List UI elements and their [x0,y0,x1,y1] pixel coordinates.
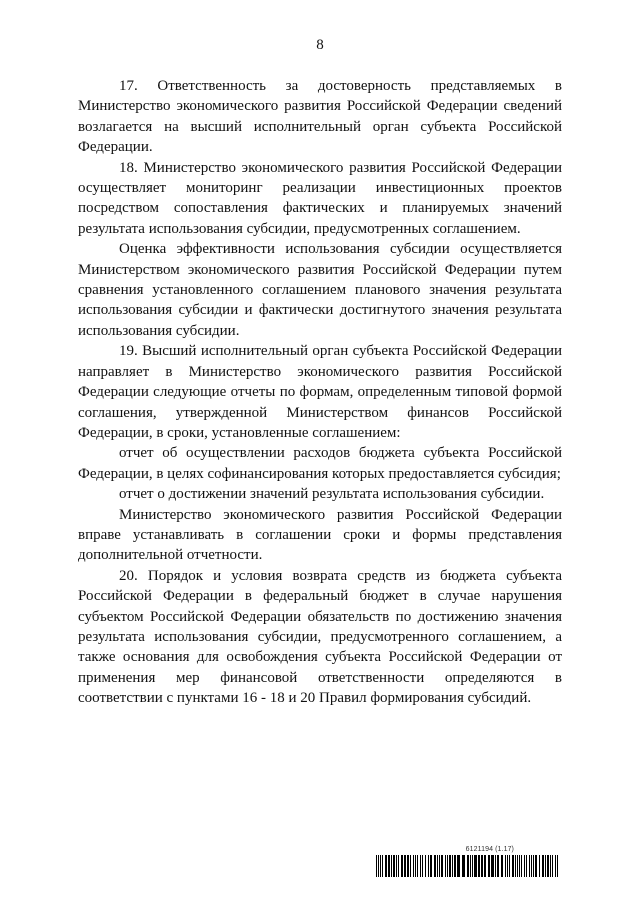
barcode-bar [457,855,460,877]
barcode-bar [425,855,426,877]
barcode-bar [495,855,496,877]
barcode-bar [488,855,490,877]
barcode-bar [497,855,499,877]
barcode-bar [507,855,508,877]
barcode-bar [404,855,406,877]
barcode-bar [474,855,477,877]
barcode-bar [512,855,514,877]
barcode-bar [519,855,520,877]
barcode-bar [422,855,423,877]
barcode-bar [515,855,516,877]
paragraph-20: 20. Порядок и условия возврата средств из бюджета субъекта Российской Федерации в федеральный бюджет в случае нарушения субъектом Российской Федерации обязательств по достижению значения результата использования субсидии, предусмотренного соглашением, а также основания для освобождения субъекта Российской Федерации от применения мер финансовой ответственности определяются в соответствии с пунктами 16 - 18 и 20 Правил формирования субсидий. [78,567,562,707]
barcode-bar [542,855,544,877]
barcode-bar [439,855,440,877]
barcode-image [376,855,562,877]
barcode-bar [449,855,451,877]
barcode-bar [521,855,522,877]
barcode-bar [378,855,379,877]
barcode-bar [547,855,549,877]
barcode-bar [484,855,486,877]
barcode-bar [462,855,465,877]
barcode-bar [535,855,537,877]
barcode-bar [434,855,436,877]
barcode-bar [491,855,494,877]
barcode-bar [529,855,530,877]
barcode-bar [398,855,399,877]
barcode-bar [430,855,432,877]
barcode-bar [454,855,456,877]
paragraph-19: 19. Высший исполнительный орган субъекта Российской Федерации направляет в Министерство экономического развития Российской Федерации следующие отчеты по формам, определенным типовой формой соглашения, утвержденной Министерством финансов Российской Федерации, в сроки, установленные соглашением: [78,343,562,441]
paragraph-18: 18. Министерство экономического развития Российской Федерации осуществляет мониторинг реализации инвестиционных проектов посредством сопоставления фактических и планируемых значений результата использования субсидии, предусмотренных соглашением. [78,159,562,237]
barcode-bar [391,855,392,877]
barcode-bar [385,855,387,877]
barcode-bar [505,855,506,877]
barcode-bar [437,855,438,877]
barcode-bar [472,855,473,877]
barcode-bar [428,855,429,877]
barcode-bar [441,855,443,877]
document-code: 6121194 (1.17) [465,846,514,853]
paragraph-19-report-results: отчет о достижении значений результата использования субсидии. [119,486,545,503]
barcode-bar [407,855,409,877]
barcode-bar [550,855,551,877]
barcode-bar [470,855,471,877]
paragraph-19-additional: Министерство экономического развития Российской Федерации вправе устанавливать в соглашении сроки и формы представления дополнительной отчетности. [78,506,562,564]
barcode-block [376,846,562,877]
barcode-bar [452,855,453,877]
barcode-bar [481,855,483,877]
barcode-bar [478,855,480,877]
document-body [78,76,562,709]
barcode-bar [380,855,381,877]
barcode-bar [376,855,377,877]
barcode-bar [517,855,518,877]
barcode-bar [393,855,395,877]
barcode-bar [420,855,421,877]
barcode-bar [526,855,527,877]
barcode-bar [539,855,540,877]
barcode-bar [382,855,383,877]
paragraph-18-evaluation: Оценка эффективности использования субсидии осуществляется Министерством экономического развития Российской Федерации путем сравнения установленного соглашением планового значения результата использования субсидии и фактически достигнутого значения результата использования субсидии. [78,241,562,339]
barcode-bar [533,855,534,877]
barcode-bar [509,855,510,877]
barcode-bar [447,855,448,877]
paragraph-17: 17. Ответственность за достоверность представляемых в Министерство экономического развития Российской Федерации сведений возлагается на высший исполнительный орган субъекта Российской Федерации. [78,78,562,156]
paragraph-19-report-expenses: отчет об осуществлении расходов бюджета субъекта Российской Федерации, в целях софинансирования которых предоставляется субсидия; [78,445,562,482]
barcode-bar [467,855,469,877]
barcode-bar [524,855,525,877]
barcode-bar [557,855,558,877]
barcode-bar [555,855,556,877]
barcode-bar [552,855,553,877]
page-number: 8 [316,37,324,53]
barcode-bar [531,855,532,877]
barcode-bar [401,855,403,877]
barcode-bar [415,855,416,877]
barcode-bar [410,855,411,877]
barcode-bar [396,855,397,877]
barcode-bar [413,855,414,877]
barcode-bar [545,855,546,877]
barcode-bar [445,855,446,877]
barcode-bar [501,855,503,877]
barcode-bar [417,855,418,877]
barcode-bar [388,855,390,877]
